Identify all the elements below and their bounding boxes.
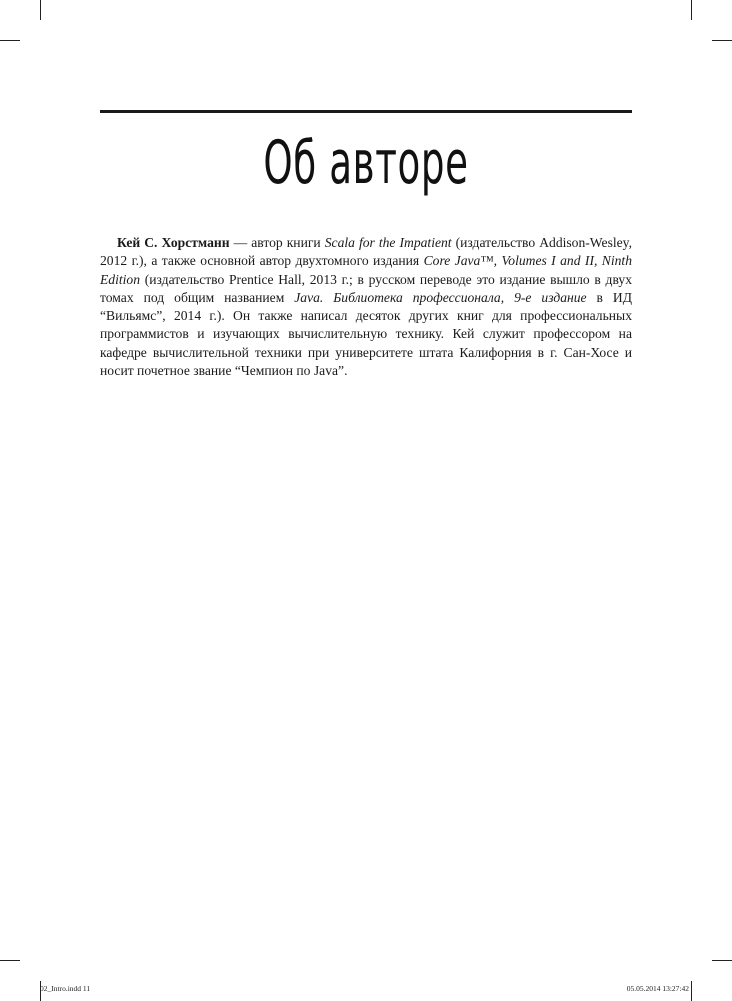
paragraph-text-4: в ИД “Вильямс”, 2014 г.). Он также написал десяток других книг для профессиональных программистов и изучающих вычислительную технику. Кей служит профессором на кафедре вычислительной техники при университете штата Калифорния в г. Сан-Хосе и носит почетное звание “Чемпион по Java”. [100, 289, 632, 379]
paragraph-text-1: — автор книги [229, 235, 325, 250]
paragraph-text-2: (издательство Addison-Wesley, 2012 г.), а также основной автор двухтомного издания [100, 235, 632, 269]
crop-mark-left-upper [0, 40, 20, 41]
book-title-2: Core Java™, Volumes I and II, Ninth Edition [100, 253, 632, 287]
title-rule [100, 110, 632, 113]
crop-mark-top-right [691, 0, 692, 20]
crop-mark-right-lower [712, 960, 732, 961]
slug-date-time: 05.05.2014 13:27:42 [626, 984, 689, 993]
book-title-3: Java. Библиотека профессионала, 9-е издание [294, 289, 587, 305]
book-title-1: Scala for the Impatient [324, 235, 452, 250]
crop-mark-top-left [40, 0, 41, 20]
paragraph-text-3: (издательство Prentice Hall, 2013 г.; в русском переводе это издание вышло в двух томах под общим названием [100, 271, 632, 305]
author-paragraph [100, 234, 632, 380]
author-name: Кей С. Хорстманн [117, 235, 230, 250]
crop-mark-right-upper [712, 40, 732, 41]
slug-file-info: 02_Intro.indd 11 [40, 984, 91, 993]
page-title: Об авторе [263, 128, 469, 198]
crop-mark-bottom-right [691, 981, 692, 1001]
crop-mark-left-lower [0, 960, 20, 961]
